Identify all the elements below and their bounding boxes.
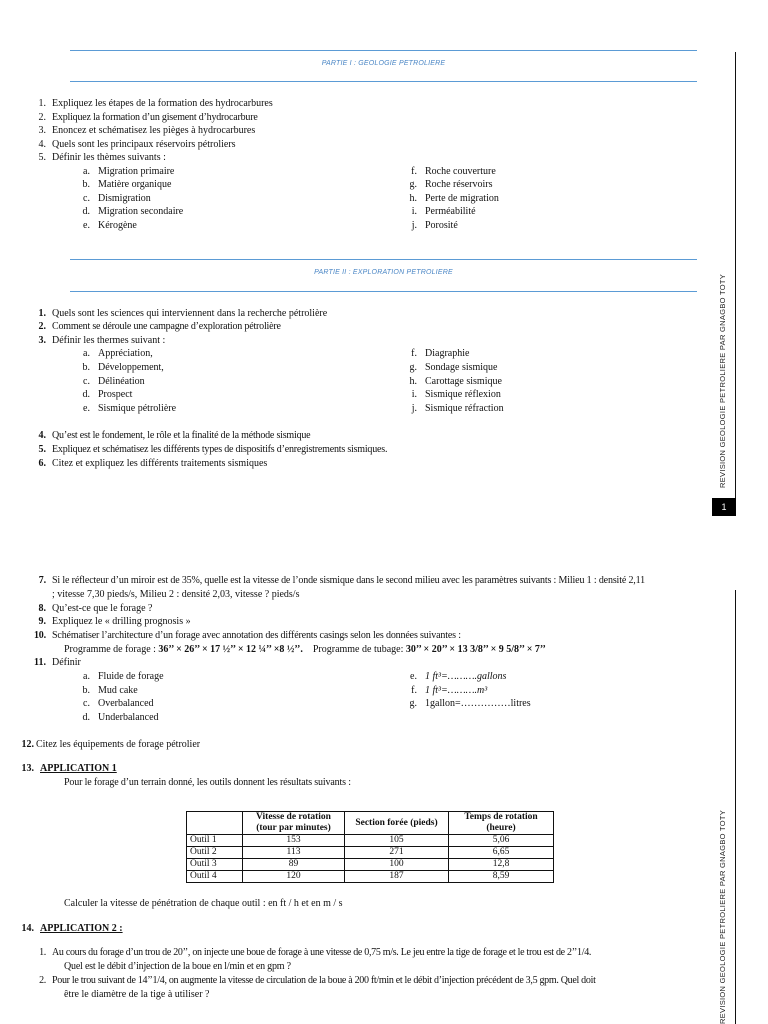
part2-term-d: d. Prospect	[82, 389, 133, 400]
part1-term-f: f. Roche couverture	[411, 166, 496, 177]
tools-table	[186, 811, 554, 883]
sidebar-rule-page2	[735, 590, 736, 1024]
table-header-cell: Vitesse de rotation (tour par minutes)	[243, 812, 345, 835]
table-cell: 271	[345, 847, 449, 859]
sidebar-title-page2: REVISION GEOLOGIE PETROLIERE PAR GNAGBO TOTY	[718, 809, 727, 1024]
part1-rule-bottom	[70, 81, 697, 82]
q10: 10. Schématiser l’architecture d’un forage avec annotation des différents casings selon les données suivantes :	[33, 630, 461, 641]
sidebar-rule-page1	[735, 52, 736, 499]
part1-term-b: b. Matière organique	[82, 179, 172, 190]
q11-term-b: b. Mud cake	[82, 685, 138, 696]
q9: 9. Expliquez le « drilling prognosis »	[38, 616, 191, 627]
q14-item1-line2: Quel est le débit d’injection de la boue en l/min et en gpm ?	[64, 961, 291, 972]
q12: 12. Citez les équipements de forage pétrolier	[21, 739, 201, 750]
q11-term-d: d. Underbalanced	[82, 712, 159, 723]
drilling-program-value: 36’’ × 26’’ × 17 ½’’ × 12 ¼’’ ×8 ½’’.	[158, 644, 303, 655]
q7-line1: 7. Si le réflecteur d’un miroir est de 35%, quelle est la vitesse de l’onde sismique dans le second milieu avec les paramètres suivants : Milieu 1 : densité 2,11	[38, 575, 645, 586]
table-cell: 100	[345, 859, 449, 871]
q14-title: 14. APPLICATION 2 :	[21, 923, 123, 934]
table-cell: 5,06	[449, 835, 554, 847]
table-cell: Outil 3	[187, 859, 243, 871]
table-row	[187, 859, 554, 871]
q11-term-c: c. Overbalanced	[83, 698, 154, 709]
part2-title: PARTIE II : EXPLORATION PETROLIERE	[314, 269, 453, 276]
q11-term-g: g. 1gallon=……………litres	[409, 698, 531, 709]
q14-item2-line2: être le diamètre de la tige à utiliser ?	[64, 989, 210, 1000]
part2-term-i: i. Sismique réflexion	[411, 389, 501, 400]
part1-term-e: e. Kérogène	[83, 220, 137, 231]
part2-term-g: g. Sondage sismique	[409, 362, 498, 373]
part1-term-d: d. Migration secondaire	[82, 206, 184, 217]
q13-calc: Calculer la vitesse de pénétration de chaque outil : en ft / h et en m / s	[64, 898, 343, 909]
q13-intro: Pour le forage d’un terrain donné, les outils donnent les résultats suivants :	[64, 777, 351, 788]
table-cell: 105	[345, 835, 449, 847]
part2-rule-top	[70, 259, 697, 260]
part2-term-e: e. Sismique pétrolière	[83, 403, 177, 414]
part1-q2: 2. Expliquez la formation d’un gisement d’hydrocarbure	[38, 112, 258, 123]
part2-q5: 5. Expliquez et schématisez les différents types de dispositifs d’enregistrements sismiques.	[38, 444, 388, 455]
part2-q4: 4. Qu’est est le fondement, le rôle et la finalité de la méthode sismique	[38, 430, 311, 441]
q14-item1-line1: 1. Au cours du forage d’un trou de 20’’, on injecte une boue de forage à une vitesse de 0,75 m/s. Le jeu entre la tige de forage et le trou est de 2’’1/4.	[39, 947, 592, 958]
table-cell: 6,65	[449, 847, 554, 859]
table-cell: 89	[243, 859, 345, 871]
part1-q1: 1. Expliquez les étapes de la formation des hydrocarbures	[38, 98, 273, 109]
part1-title: PARTIE I : GEOLOGIE PETROLIERE	[321, 60, 446, 67]
part2-term-h: h. Carottage sismique	[409, 376, 502, 387]
q13-title: 13. APPLICATION 1	[21, 763, 117, 774]
part2-q2: 2. Comment se déroule une campagne d’exploration pétrolière	[38, 321, 281, 332]
table-row	[187, 871, 554, 883]
q11-term-f: f. 1 ft³=……….m³	[411, 685, 488, 696]
part2-q6: 6. Citez et expliquez les différents traitements sismiques	[38, 458, 268, 469]
q7-line2: ; vitesse 7,30 pieds/s, Milieu 2 : densité 2,03, vitesse ? pieds/s	[52, 589, 300, 600]
table-header-cell: Temps de rotation (heure)	[449, 812, 554, 835]
part1-q3: 3. Enoncez et schématisez les pièges à hydrocarbures	[38, 125, 256, 136]
part1-term-i: i. Perméabilité	[411, 206, 476, 217]
table-header-cell: Section forée (pieds)	[345, 812, 449, 835]
table-cell: 120	[243, 871, 345, 883]
page-number-badge: 1	[712, 498, 736, 516]
drilling-program-label: Programme de forage :	[64, 644, 159, 655]
q11-term-e: e. 1 ft³=……….gallons	[410, 671, 507, 682]
table-cell: 8,59	[449, 871, 554, 883]
sidebar-title-page1: REVISION GEOLOGIE PETROLIERE PAR GNAGBO TOTY	[718, 273, 727, 488]
table-cell: 113	[243, 847, 345, 859]
q10-programs	[64, 643, 546, 657]
part2-term-a: a. Appréciation,	[83, 348, 153, 359]
part2-term-c: c. Délinéation	[83, 376, 145, 387]
part2-term-f: f. Diagraphie	[411, 348, 470, 359]
part2-term-j: j. Sismique réfraction	[411, 403, 504, 414]
table-cell: 12,8	[449, 859, 554, 871]
part1-term-h: h. Perte de migration	[409, 193, 499, 204]
q14-item2-line1: 2. Pour le trou suivant de 14’’1/4, on augmente la vitesse de circulation de la boue à 200 ft/min et le débit d’injection précédent de 3,5 gpm. Quel doit	[39, 975, 596, 986]
table-row	[187, 835, 554, 847]
q8: 8. Qu’est-ce que le forage ?	[38, 603, 153, 614]
table-cell: 187	[345, 871, 449, 883]
part1-term-a: a. Migration primaire	[83, 166, 175, 177]
part1-term-g: g. Roche réservoirs	[409, 179, 493, 190]
casing-program-label: Programme de tubage:	[312, 644, 406, 655]
part1-q4: 4. Quels sont les principaux réservoirs pétroliers	[38, 139, 236, 150]
part2-q3: 3. Définir les thermes suivant :	[38, 335, 166, 346]
part1-term-j: j. Porosité	[411, 220, 458, 231]
table-header-cell	[187, 812, 243, 835]
table-row	[187, 847, 554, 859]
part2-q1: 1. Quels sont les sciences qui interviennent dans la recherche pétrolière	[38, 308, 328, 319]
part2-term-b: b. Développement,	[82, 362, 164, 373]
table-cell: Outil 1	[187, 835, 243, 847]
table-cell: Outil 2	[187, 847, 243, 859]
table-cell: 153	[243, 835, 345, 847]
part1-q5: 5. Définir les thèmes suivants :	[38, 152, 166, 163]
part1-rule-top	[70, 50, 697, 51]
table-cell: Outil 4	[187, 871, 243, 883]
part1-term-c: c. Dismigration	[83, 193, 151, 204]
q11: 11. Définir	[34, 657, 81, 668]
table-header-row	[187, 812, 554, 835]
q11-term-a: a. Fluide de forage	[83, 671, 164, 682]
part2-rule-bottom	[70, 291, 697, 292]
casing-program-value: 30’’ × 20’’ × 13 3/8’’ × 9 5/8’’ × 7’’	[405, 644, 546, 655]
